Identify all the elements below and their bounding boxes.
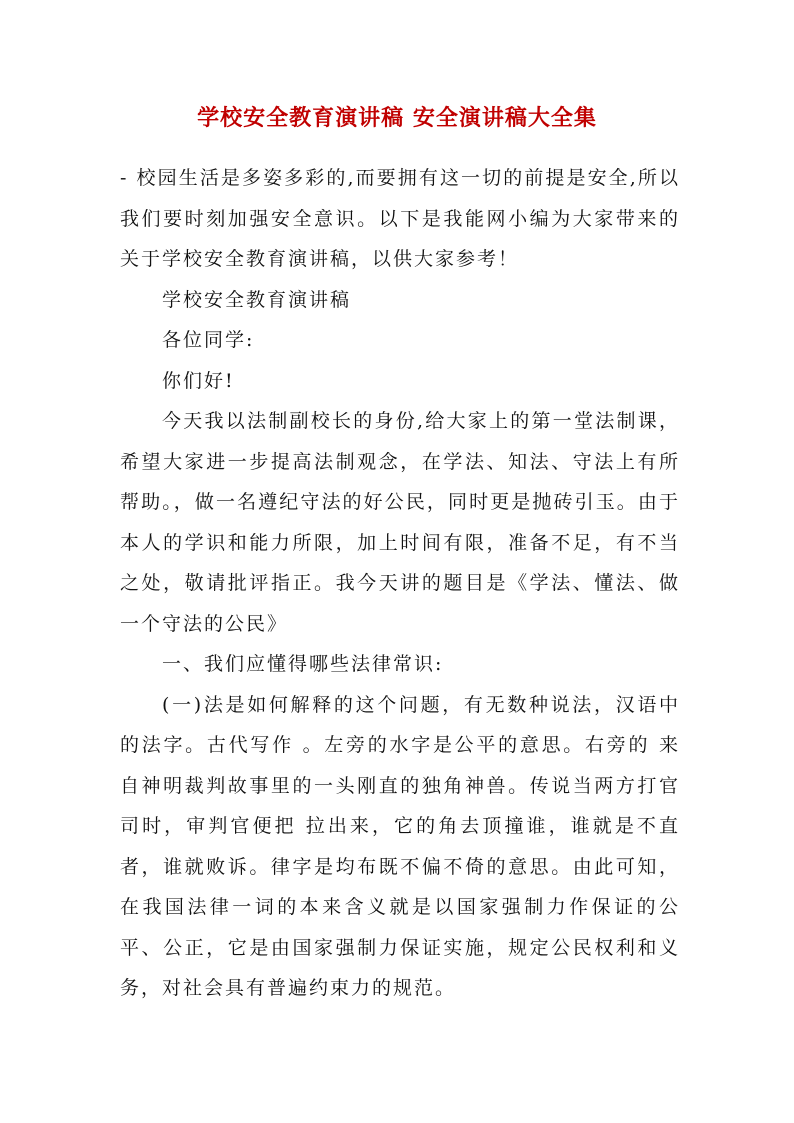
- document-title: 学校安全教育演讲稿 安全演讲稿大全集: [197, 105, 597, 131]
- intro-paragraph: - 校园生活是多姿多彩的,而要拥有这一切的前提是安全,所以我们要时刻加强安全意识。以下是我能网小编为大家带来的关于学校安全教育演讲稿，以供大家参考！: [120, 167, 680, 270]
- document-body: [120, 158, 680, 1009]
- speech-heading: 学校安全教育演讲稿: [162, 288, 352, 311]
- section-heading: 一、我们应懂得哪些法律常识:: [162, 653, 444, 675]
- salutation: 各位同学:: [162, 329, 255, 351]
- greeting: 你们好!: [162, 369, 235, 392]
- opening-paragraph: 今天我以法制副校长的身份,给大家上的第一堂法制课，希望大家进一步提高法制观念，在学法、知法、守法上有所帮助。，做一名遵纪守法的好公民，同时更是抛砖引玉。由于本人的学识和能力所限，加上时间有限，准备不足，有不当之处，敬请批评指正。我今天讲的题目是《学法、懂法、做一个守法的公民》: [120, 410, 680, 635]
- law-definition-paragraph: (一)法是如何解释的这个问题，有无数种说法，汉语中的法字。古代写作 。左旁的水字是公平的意思。右旁的 来自神明裁判故事里的一头刚直的独角神兽。传说当两方打官司时，审判官便把 拉出来，它的角去顶撞谁，谁就是不直者，谁就败诉。律字是均布既不偏不倚的意思。由此可知，在我国法律一词的本来含义就是以国家强制力作保证的公平、公正，它是由国家强制力保证实施，规定公民权利和义务，对社会具有普遍约束力的规范。: [120, 693, 680, 999]
